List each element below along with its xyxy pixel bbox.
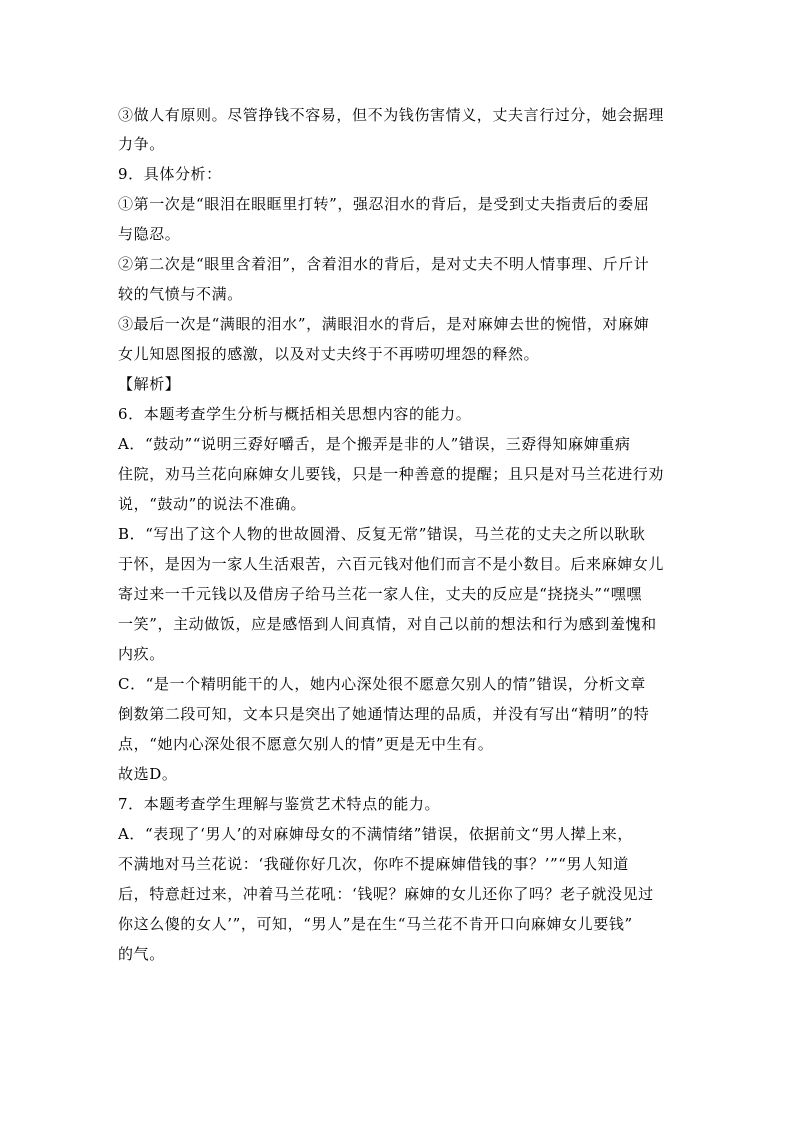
text-line: C．“是一个精明能干的人，她内心深处很不愿意欠别人的情”错误，分析文章 [118,675,646,693]
text-line: 倒数第二段可知，文本只是突出了她通情达理的品质，并没有写出“精明”的特 [118,705,650,723]
text-line: 6．本题考查学生分析与概括相关思想内容的能力。 [118,405,472,423]
text-line: 点，“她内心深处很不愿意欠别人的情”更是无中生有。 [118,735,494,753]
section-heading: 【解析】 [118,375,181,393]
text-line: ③做人有原则。尽管挣钱不容易，但不为钱伤害情义，丈夫言行过分，她会据理 [118,106,665,124]
text-line: 内疚。 [118,645,165,663]
text-line: 与隐忍。 [118,225,181,243]
text-line: 故选D。 [118,765,178,783]
section-heading: 9．具体分析： [118,165,222,183]
text-line: 不满地对马兰花说：‘我碰你好几次，你咋不提麻婶借钱的事？’”“男人知道 [118,855,629,873]
text-line: A．“表现了‘男人’的对麻婶母女的不满情绪”错误，依据前文“男人撵上来， [118,825,633,843]
text-line: 的气。 [118,945,165,963]
text-line: ②第二次是“眼里含着泪”，含着泪水的背后，是对丈夫不明人情事理、斤斤计 [118,255,650,273]
text-line: 说，“鼓动”的说法不准确。 [118,495,307,513]
text-line: 7．本题考查学生理解与鉴赏艺术特点的能力。 [118,795,441,813]
text-line: 于怀，是因为一家人生活艰苦，六百元钱对他们而言不是小数目。后来麻婶女儿 [118,555,665,573]
text-line: 一笑”，主动做饭，应是感悟到人间真情，对自己以前的想法和行为感到羞愧和 [118,615,657,633]
text-line: ①第一次是“眼泪在眼眶里打转”，强忍泪水的背后，是受到丈夫指责后的委屈 [118,195,650,213]
text-line: 住院，劝马兰花向麻婶女儿要钱，只是一种善意的提醒；且只是对马兰花进行劝 [118,465,665,483]
text-line: 后，特意赶过来，冲着马兰花吼：‘钱呢？麻婶的女儿还你了吗？老子就没见过 [118,885,654,903]
text-line: 女儿知恩图报的感激，以及对丈夫终于不再唠叨埋怨的释然。 [118,345,540,363]
text-line: B．“写出了这个人物的世故圆滑、反复无常”错误，马兰花的丈夫之所以耿耿 [118,525,646,543]
text-line: 力争。 [118,135,165,153]
text-line: 你这么傻的女人’”，可知，“男人”是在生“马兰花不肯开口向麻婶女儿要钱” [118,915,633,933]
text-line: A．“鼓动”“说明三孬好嚼舌，是个搬弄是非的人”错误，三孬得知麻婶重病 [118,435,631,453]
text-line: 寄过来一千元钱以及借房子给马兰花一家人住，丈夫的反应是“挠挠头”“嘿嘿 [118,585,643,603]
text-line: 较的气愤与不满。 [118,285,243,303]
text-line: ③最后一次是“满眼的泪水”，满眼泪水的背后，是对麻婶去世的惋惜，对麻婶 [118,315,650,333]
